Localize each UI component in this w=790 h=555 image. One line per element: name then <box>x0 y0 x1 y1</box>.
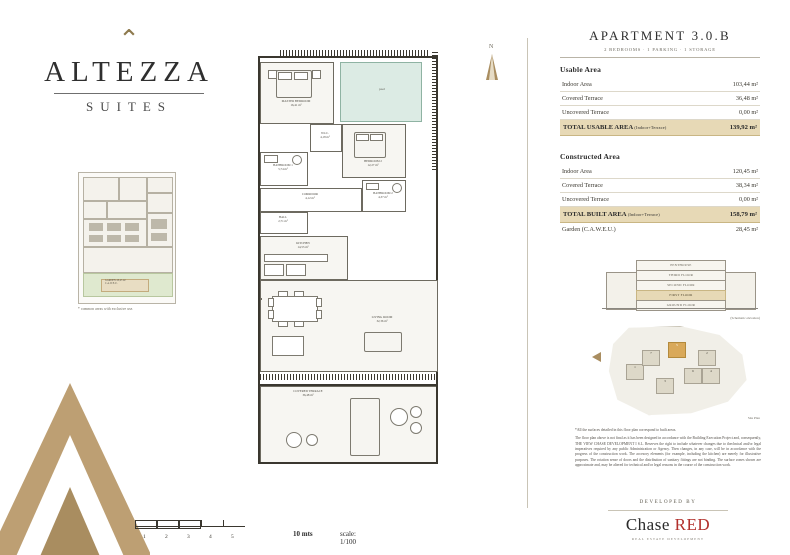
wall <box>258 386 260 464</box>
table-row <box>560 78 760 92</box>
scale-tick <box>135 520 136 527</box>
kp-room <box>147 193 173 213</box>
pillow-furniture <box>370 134 383 141</box>
site-plot: 1 <box>626 364 644 380</box>
pillow-furniture <box>356 134 369 141</box>
scale-numbers <box>135 534 255 544</box>
terrace-sofa-furniture <box>350 398 380 456</box>
elevation-floor: PENTHOUSE <box>636 260 726 271</box>
developer-name <box>575 515 761 535</box>
room-label-living: LIVING ROOM 32,36 m² <box>371 315 393 323</box>
kp-furniture <box>89 235 103 242</box>
developer-name-part2: RED <box>674 515 711 534</box>
kp-furniture <box>89 223 103 231</box>
chair-furniture <box>316 298 322 307</box>
chair-furniture <box>278 291 288 297</box>
planter-furniture <box>286 432 302 448</box>
wall <box>258 462 438 464</box>
site-map <box>592 322 760 418</box>
constructed-area-title: Constructed Area <box>560 152 620 161</box>
developer-tagline: REAL ESTATE DEVELOPMENT <box>631 537 705 541</box>
kp-furniture <box>151 219 167 229</box>
scale-bar <box>135 518 365 544</box>
chair-furniture <box>316 310 322 319</box>
page-title: APARTMENT 3.0.B <box>589 28 731 43</box>
pillow-furniture <box>278 72 292 80</box>
elevation-floor: GROUND FLOOR <box>636 300 726 311</box>
row-value: 38,34 m² <box>711 179 760 193</box>
room-label-bathroom-2: BATHROOM 2 4,37 m² <box>373 191 393 199</box>
compass-arrow-light <box>489 54 495 80</box>
kp-room <box>107 201 147 219</box>
kp-room <box>83 177 119 201</box>
total-note: (Indoor+Terrace) <box>634 125 667 130</box>
info-panel <box>560 28 760 236</box>
elevation-floor: SECOND FLOOR <box>636 280 726 291</box>
constructed-area-table <box>560 165 760 236</box>
compass-north-label: N <box>489 44 494 50</box>
elevation-floor: THIRD FLOOR <box>636 270 726 281</box>
row-label: Covered Terrace <box>560 92 713 106</box>
key-plan <box>78 172 174 311</box>
site-plot: 7 <box>642 350 660 366</box>
developer-block <box>575 500 761 541</box>
site-plot: 6 <box>684 368 702 384</box>
scale-max-label: 10 mts <box>293 530 313 538</box>
scale-block <box>135 520 157 529</box>
kp-room <box>83 201 107 219</box>
elevation-caption: (Schematic elevation) <box>730 316 760 320</box>
room-label-corridor: CORRIDOR 4,12 m² <box>302 192 318 200</box>
chair-furniture <box>268 310 274 319</box>
divider <box>560 57 760 58</box>
spacer <box>560 136 760 152</box>
room-label-closet: W.I.C. 4,18 m² <box>320 131 330 139</box>
ground-line <box>602 308 758 309</box>
appliance-furniture <box>286 264 306 276</box>
brand-rule <box>54 93 204 94</box>
room-label-bathroom-1: BATHROOM 1 5,74 m² <box>273 163 293 171</box>
dining-table-furniture <box>272 296 318 322</box>
chair-furniture <box>268 298 274 307</box>
chair-furniture <box>294 291 304 297</box>
kp-furniture <box>107 223 121 231</box>
scale-tick <box>201 520 202 527</box>
scale-tick <box>179 520 180 527</box>
sink-furniture <box>366 183 379 190</box>
table-row-total <box>560 120 760 136</box>
row-label: Indoor Area <box>560 78 713 92</box>
logo-mark-icon: ⌃ <box>118 25 140 54</box>
row-value: 28,45 m² <box>735 226 758 233</box>
counter-furniture <box>264 254 328 262</box>
chair-furniture <box>294 321 304 327</box>
developer-rule <box>608 510 728 511</box>
usable-area-title: Usable Area <box>560 65 602 74</box>
elevation-diagram <box>600 258 760 316</box>
key-plan-note: * common areas with exclusive use. <box>78 307 134 311</box>
row-label: Garden (C.A.W.E.U.) <box>562 226 616 233</box>
floor-plan <box>250 48 450 488</box>
sofa-furniture <box>364 332 402 352</box>
scale-tick-label: 5 <box>231 534 234 540</box>
total-value: 139,92 m² <box>713 120 760 136</box>
table-row-garden <box>560 223 760 237</box>
room-label-pool: pool <box>379 87 385 91</box>
table-row <box>560 165 760 179</box>
site-plot-highlight: 5 <box>668 342 686 358</box>
total-label-text: TOTAL BUILT AREA <box>563 211 627 218</box>
total-label <box>560 120 713 136</box>
room-label-master-bedroom: MASTER BEDROOM 16,41 m² <box>281 99 311 107</box>
scale-ratio-label: scale: 1/100 <box>340 530 356 546</box>
elevation-side-block <box>724 272 756 310</box>
row-label: Covered Terrace <box>560 179 711 193</box>
kp-room <box>119 177 147 201</box>
pool <box>340 62 422 122</box>
room-label-kitchen: KITCHEN 14,53 m² <box>296 241 310 249</box>
elevation-floor-highlight: FIRST FLOOR <box>636 290 726 301</box>
brand-logo <box>34 25 224 115</box>
table-row-total <box>560 207 760 223</box>
kp-furniture <box>125 223 139 231</box>
row-label: Uncovered Terrace <box>560 193 711 207</box>
row-value: 0,00 m² <box>713 106 760 120</box>
page-subtitle: 2 BEDROOMS · 1 PARKING · 1 STORAGE <box>604 47 716 52</box>
row-value: 36,48 m² <box>713 92 760 106</box>
site-plot: 3 <box>656 378 674 394</box>
terrace-hatch <box>260 374 436 380</box>
pergola-hatch <box>280 50 430 57</box>
table-row <box>560 92 760 106</box>
terrace-stool-furniture <box>410 406 422 418</box>
planter-furniture <box>306 434 318 446</box>
spacer <box>260 298 262 300</box>
kp-furniture <box>151 233 167 241</box>
kp-room <box>147 177 173 193</box>
scale-tick-label: 1 <box>143 534 146 540</box>
developed-by-label: DEVELOPED BY <box>639 500 697 505</box>
triangle-core <box>38 487 102 555</box>
scale-block <box>179 520 201 529</box>
row-value: 120,45 m² <box>711 165 760 179</box>
appliance-furniture <box>264 264 284 276</box>
scale-block <box>157 520 179 529</box>
total-note: (Indoor+Terrace) <box>627 212 660 217</box>
usable-area-table <box>560 78 760 136</box>
scale-tick-label: 3 <box>187 534 190 540</box>
key-plan-box <box>78 172 176 304</box>
row-label: Indoor Area <box>560 165 711 179</box>
scale-tick-label: 4 <box>209 534 212 540</box>
pergola-hatch <box>432 50 438 170</box>
toilet-furniture <box>392 183 402 193</box>
terrace-table-furniture <box>390 408 408 426</box>
scale-tick <box>223 520 224 527</box>
table-row <box>560 179 760 193</box>
corner-decoration <box>0 365 150 555</box>
site-arrow-icon <box>592 352 601 362</box>
elevation-side-block <box>606 272 638 310</box>
kp-garden-label: GARDEN 28,45 m² C.A.W.E.U. <box>105 279 126 285</box>
room-label-bedroom-2: BEDROOM 2 12,27 m² <box>364 159 382 167</box>
row-value: 103,44 m² <box>713 78 760 92</box>
wall <box>436 386 438 464</box>
brand-subtitle: SUITES <box>85 99 173 114</box>
legal-disclaimer <box>575 428 761 469</box>
brand-name: ALTEZZA <box>44 56 214 88</box>
nightstand-furniture <box>312 70 321 79</box>
legal-body: The floor plan above is not final as it has been designed in accordance with the Building Execution Project and, consequently, THE VIEW CHASE DEVELOPMENT I S.L. Reserves the right to include whatever changes due to thechnical and/or legal imperatives required by any public Administration or Agency. Then changes, in any case, will be in accordance with the progress of the construction work. The accesory elements (for example, including the kitchen) are merely for illustrative purposes. The rotation sense of doors and the distribution of sanitary fittings are not binding. The surface zones shown are approximate and, may be altered for technical and/or legal reasons in the course of the construction work. <box>575 436 761 468</box>
room-label-hall: HALL 2,71 m² <box>278 215 288 223</box>
developer-name-part1: Chase <box>625 515 670 534</box>
table-row <box>560 106 760 120</box>
pillow-furniture <box>294 72 308 80</box>
table-row <box>560 193 760 207</box>
site-plot: 2 <box>698 350 716 366</box>
sink-furniture <box>264 155 278 163</box>
site-map-caption: Site Plan <box>747 416 760 420</box>
kp-furniture <box>125 235 139 242</box>
terrace-stool-furniture <box>410 422 422 434</box>
kp-room <box>83 247 173 273</box>
legal-star-note: *All the surfaces detailed in this floor plan correspond to built areas. <box>575 428 677 432</box>
row-value: 0,00 m² <box>711 193 760 207</box>
total-value: 158,79 m² <box>711 207 760 223</box>
sideboard-furniture <box>272 336 304 356</box>
nightstand-furniture <box>268 70 277 79</box>
toilet-furniture <box>292 155 302 165</box>
scale-graphic <box>135 518 245 534</box>
chair-furniture <box>278 321 288 327</box>
kp-furniture <box>107 235 121 242</box>
compass-icon <box>480 46 508 84</box>
total-label-text: TOTAL USABLE AREA <box>563 124 633 131</box>
vertical-divider <box>527 38 528 508</box>
site-plot: 4 <box>702 368 720 384</box>
scale-tick <box>157 520 158 527</box>
scale-tick-label: 2 <box>165 534 168 540</box>
row-label: Uncovered Terrace <box>560 106 713 120</box>
room-label-terrace: COVERED TERRACE 36,48 m² <box>293 389 323 397</box>
total-label <box>560 207 711 223</box>
